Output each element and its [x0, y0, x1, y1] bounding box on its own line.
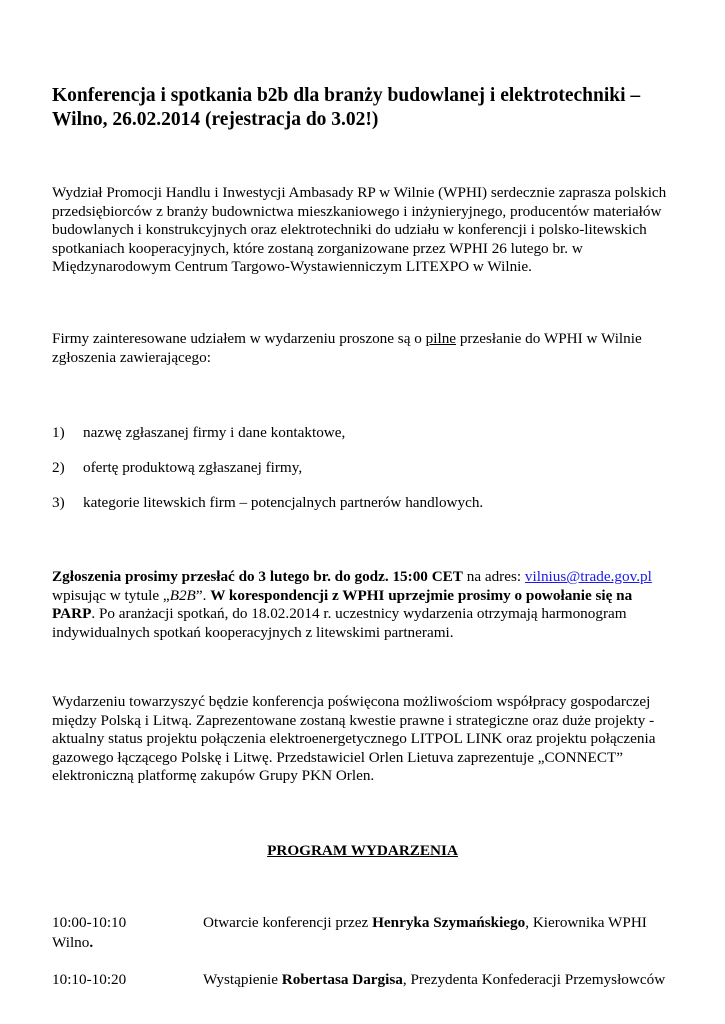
registration-parp-note: W korespondencji z WPHI uprzejmie prosimy o powołanie się na PARP	[52, 586, 633, 623]
list-item-text: kategorie litewskich firm – potencjalnych partnerów handlowych.	[83, 494, 484, 511]
intro-paragraph: Wydział Promocji Handlu i Inwestycji Ambasady RP w Wilnie (WPHI) serdecznie zaprasza polskich przedsiębiorców z branży budownictwa mieszkaniowego i inżynieryjnego, producentów materiałów budowlanych i konstrukcyjnych oraz elektrotechniki do udziału w konferencji i polsko-litewskich spotkaniach kooperacyjnych, które zostaną zorganizowane przez WPHI 26 lutego br. w Międzynarodowym Centrum Targowo-Wystawienniczym LITEXPO w Wilnie.	[52, 184, 667, 276]
program-speaker: Robertasa Dargisa	[281, 971, 403, 988]
registration-paragraph	[52, 568, 677, 642]
registration-title-code: B2B	[169, 586, 196, 604]
request-paragraph	[52, 330, 677, 367]
list-item-text: nazwę zgłaszanej firmy i dane kontaktowe,	[83, 424, 346, 441]
registration-text: wpisując w tytule „	[52, 586, 170, 604]
program-description	[203, 970, 665, 990]
request-text-before: Firmy zainteresowane udziałem w wydarzeniu proszone są o	[52, 330, 426, 347]
program-text: , Kierownika WPHI	[525, 914, 647, 931]
conference-paragraph: Wydarzeniu towarzyszyć będzie konferencja poświęcona możliwościom współpracy gospodarczej między Polską i Litwą. Zaprezentowane zostaną kwestie prawne i strategiczne oraz duże projekty - aktualny status projektu połączenia elektroenergetycznego LITPOL LINK oraz projektu połączenia gazowego łączącego Polskę i Litwę. Przedstawiciel Orlen Lietuva zaprezentuje „CONNECT” elektroniczną platformę zakupów Grupy PKN Orlen.	[52, 693, 656, 785]
request-underlined-word: pilne	[425, 330, 457, 347]
request-text-after: przesłanie do WPHI w Wilnie zgłoszenia zawierającego:	[52, 330, 642, 366]
program-description	[203, 913, 647, 933]
program-text: Wilno	[52, 933, 90, 951]
program-heading: PROGRAM WYDARZENIA	[267, 842, 458, 859]
list-item-number: 3)	[52, 494, 65, 511]
program-text: , Prezydenta Konfederacji Przemysłowców	[402, 971, 666, 988]
program-continuation	[52, 933, 93, 953]
list-item-number: 2)	[52, 459, 65, 476]
registration-text: . Po aranżacji spotkań, do 18.02.2014 r. uczestnicy wydarzenia otrzymają harmonogram indywidualnych spotkań kooperacyjnych z litewskimi partnerami.	[52, 605, 627, 641]
registration-text: na adres:	[462, 568, 525, 585]
program-time: 10:00-10:10	[52, 914, 127, 931]
list-item-text: ofertę produktową zgłaszanej firmy,	[83, 459, 303, 476]
registration-deadline: Zgłoszenia prosimy przesłać do 3 lutego br. do godz. 15:00 CET	[52, 568, 463, 585]
email-link[interactable]: vilnius@trade.gov.pl	[524, 568, 652, 585]
program-time: 10:10-10:20	[52, 971, 127, 988]
program-text: Otwarcie konferencji przez	[203, 914, 373, 931]
program-text-bold: .	[89, 933, 94, 951]
document-title: Konferencja i spotkania b2b dla branży budowlanej i elektrotechniki – Wilno, 26.02.2014 (rejestracja do 3.02!)	[52, 85, 641, 130]
list-item-number: 1)	[52, 424, 65, 441]
program-speaker: Henryka Szymańskiego	[372, 914, 526, 931]
program-text: Wystąpienie	[203, 971, 282, 988]
registration-text: ”.	[195, 586, 211, 604]
